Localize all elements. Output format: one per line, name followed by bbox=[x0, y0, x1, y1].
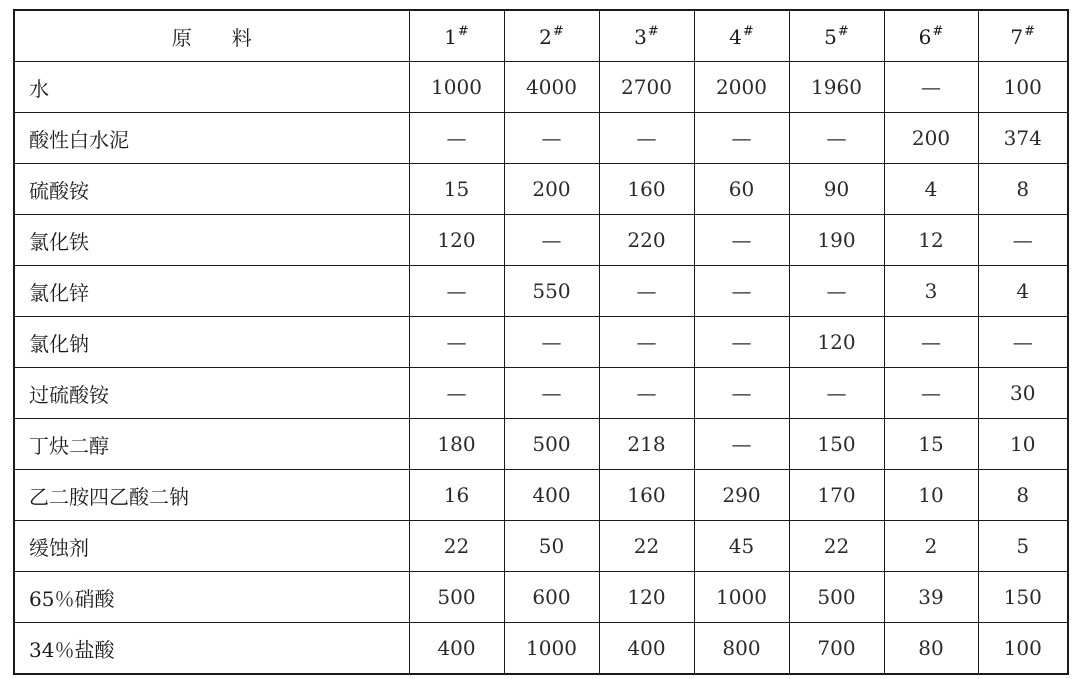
amount-cell: 218 bbox=[599, 419, 694, 470]
amount-cell: 80 bbox=[884, 623, 978, 675]
header-sample-number: 2 bbox=[539, 24, 552, 49]
amount-cell: — bbox=[694, 368, 789, 419]
amount-cell: 60 bbox=[694, 164, 789, 215]
amount-cell: 16 bbox=[409, 470, 504, 521]
table-body bbox=[14, 62, 1068, 675]
amount-cell: 160 bbox=[599, 470, 694, 521]
amount-cell: 22 bbox=[599, 521, 694, 572]
amount-cell: 45 bbox=[694, 521, 789, 572]
amount-cell: — bbox=[409, 113, 504, 164]
amount-cell: — bbox=[694, 215, 789, 266]
header-sample-mark: # bbox=[932, 23, 944, 39]
amount-cell: — bbox=[409, 266, 504, 317]
table-row bbox=[14, 572, 1068, 623]
amount-cell: 2000 bbox=[694, 62, 789, 113]
table-row bbox=[14, 623, 1068, 675]
header-sample-mark: # bbox=[552, 23, 564, 39]
header-sample-number: 1 bbox=[444, 24, 457, 49]
amount-cell: 120 bbox=[409, 215, 504, 266]
header-sample-number: 6 bbox=[918, 24, 932, 49]
table-row bbox=[14, 317, 1068, 368]
amount-cell: 22 bbox=[789, 521, 884, 572]
material-name: 氯化铁 bbox=[14, 215, 409, 266]
header-sample-mark: # bbox=[742, 23, 754, 39]
header-row bbox=[14, 10, 1068, 62]
amount-cell: — bbox=[789, 113, 884, 164]
amount-cell: 120 bbox=[599, 572, 694, 623]
table-row bbox=[14, 368, 1068, 419]
header-sample-3 bbox=[599, 10, 694, 62]
table-row bbox=[14, 62, 1068, 113]
header-sample-number: 3 bbox=[634, 24, 647, 49]
material-name: 过硫酸铵 bbox=[14, 368, 409, 419]
amount-cell: 1960 bbox=[789, 62, 884, 113]
header-sample-mark: # bbox=[1024, 23, 1036, 39]
material-name: 氯化锌 bbox=[14, 266, 409, 317]
amount-cell: 2700 bbox=[599, 62, 694, 113]
table-row bbox=[14, 470, 1068, 521]
amount-cell: — bbox=[789, 266, 884, 317]
amount-cell: 50 bbox=[504, 521, 599, 572]
amount-cell: — bbox=[599, 266, 694, 317]
header-sample-number: 5 bbox=[824, 24, 837, 49]
amount-cell: 8 bbox=[978, 164, 1068, 215]
material-name: 氯化钠 bbox=[14, 317, 409, 368]
amount-cell: 22 bbox=[409, 521, 504, 572]
amount-cell: — bbox=[789, 368, 884, 419]
amount-cell: 500 bbox=[789, 572, 884, 623]
table-row bbox=[14, 164, 1068, 215]
amount-cell: — bbox=[694, 113, 789, 164]
amount-cell: 90 bbox=[789, 164, 884, 215]
amount-cell: 8 bbox=[978, 470, 1068, 521]
material-name: 34％盐酸 bbox=[14, 623, 409, 675]
header-sample-5 bbox=[789, 10, 884, 62]
amount-cell: 100 bbox=[978, 62, 1068, 113]
amount-cell: 150 bbox=[789, 419, 884, 470]
amount-cell: 400 bbox=[504, 470, 599, 521]
table-row bbox=[14, 266, 1068, 317]
amount-cell: 4000 bbox=[504, 62, 599, 113]
header-sample-number: 4 bbox=[729, 24, 742, 49]
amount-cell: 2 bbox=[884, 521, 978, 572]
amount-cell: 150 bbox=[978, 572, 1068, 623]
header-sample-7 bbox=[978, 10, 1068, 62]
amount-cell: 800 bbox=[694, 623, 789, 675]
amount-cell: — bbox=[978, 215, 1068, 266]
amount-cell: — bbox=[504, 215, 599, 266]
table-row bbox=[14, 419, 1068, 470]
header-sample-4 bbox=[694, 10, 789, 62]
table-row bbox=[14, 113, 1068, 164]
recipe-table bbox=[13, 9, 1069, 675]
amount-cell: — bbox=[599, 368, 694, 419]
header-sample-mark: # bbox=[837, 23, 849, 39]
amount-cell: 10 bbox=[978, 419, 1068, 470]
table-row bbox=[14, 521, 1068, 572]
table-row bbox=[14, 215, 1068, 266]
amount-cell: 1000 bbox=[409, 62, 504, 113]
header-sample-6 bbox=[884, 10, 978, 62]
amount-cell: 290 bbox=[694, 470, 789, 521]
amount-cell: 374 bbox=[978, 113, 1068, 164]
amount-cell: 180 bbox=[409, 419, 504, 470]
amount-cell: 100 bbox=[978, 623, 1068, 675]
material-name: 缓蚀剂 bbox=[14, 521, 409, 572]
amount-cell: — bbox=[978, 317, 1068, 368]
material-name: 乙二胺四乙酸二钠 bbox=[14, 470, 409, 521]
material-name: 酸性白水泥 bbox=[14, 113, 409, 164]
amount-cell: — bbox=[884, 368, 978, 419]
amount-cell: 600 bbox=[504, 572, 599, 623]
amount-cell: — bbox=[409, 368, 504, 419]
amount-cell: 15 bbox=[409, 164, 504, 215]
amount-cell: 400 bbox=[409, 623, 504, 675]
amount-cell: — bbox=[504, 113, 599, 164]
amount-cell: 160 bbox=[599, 164, 694, 215]
amount-cell: 200 bbox=[884, 113, 978, 164]
amount-cell: 4 bbox=[978, 266, 1068, 317]
amount-cell: 550 bbox=[504, 266, 599, 317]
amount-cell: 500 bbox=[409, 572, 504, 623]
amount-cell: — bbox=[694, 419, 789, 470]
amount-cell: 170 bbox=[789, 470, 884, 521]
amount-cell: 30 bbox=[978, 368, 1068, 419]
amount-cell: — bbox=[694, 266, 789, 317]
header-sample-1 bbox=[409, 10, 504, 62]
amount-cell: 12 bbox=[884, 215, 978, 266]
material-name: 硫酸铵 bbox=[14, 164, 409, 215]
amount-cell: — bbox=[599, 317, 694, 368]
amount-cell: — bbox=[504, 317, 599, 368]
header-sample-number: 7 bbox=[1010, 24, 1024, 49]
amount-cell: 190 bbox=[789, 215, 884, 266]
amount-cell: 3 bbox=[884, 266, 978, 317]
amount-cell: 200 bbox=[504, 164, 599, 215]
amount-cell: 700 bbox=[789, 623, 884, 675]
amount-cell: 15 bbox=[884, 419, 978, 470]
amount-cell: 5 bbox=[978, 521, 1068, 572]
amount-cell: 220 bbox=[599, 215, 694, 266]
header-material: 原 料 bbox=[14, 10, 409, 62]
amount-cell: 1000 bbox=[504, 623, 599, 675]
amount-cell: — bbox=[409, 317, 504, 368]
amount-cell: — bbox=[504, 368, 599, 419]
material-name: 水 bbox=[14, 62, 409, 113]
amount-cell: 1000 bbox=[694, 572, 789, 623]
amount-cell: 500 bbox=[504, 419, 599, 470]
header-sample-mark: # bbox=[647, 23, 659, 39]
amount-cell: 120 bbox=[789, 317, 884, 368]
amount-cell: — bbox=[694, 317, 789, 368]
amount-cell: 39 bbox=[884, 572, 978, 623]
material-name: 65％硝酸 bbox=[14, 572, 409, 623]
material-name: 丁炔二醇 bbox=[14, 419, 409, 470]
header-sample-2 bbox=[504, 10, 599, 62]
amount-cell: — bbox=[884, 62, 978, 113]
amount-cell: 10 bbox=[884, 470, 978, 521]
amount-cell: 400 bbox=[599, 623, 694, 675]
amount-cell: — bbox=[599, 113, 694, 164]
amount-cell: — bbox=[884, 317, 978, 368]
amount-cell: 4 bbox=[884, 164, 978, 215]
header-sample-mark: # bbox=[457, 23, 469, 39]
